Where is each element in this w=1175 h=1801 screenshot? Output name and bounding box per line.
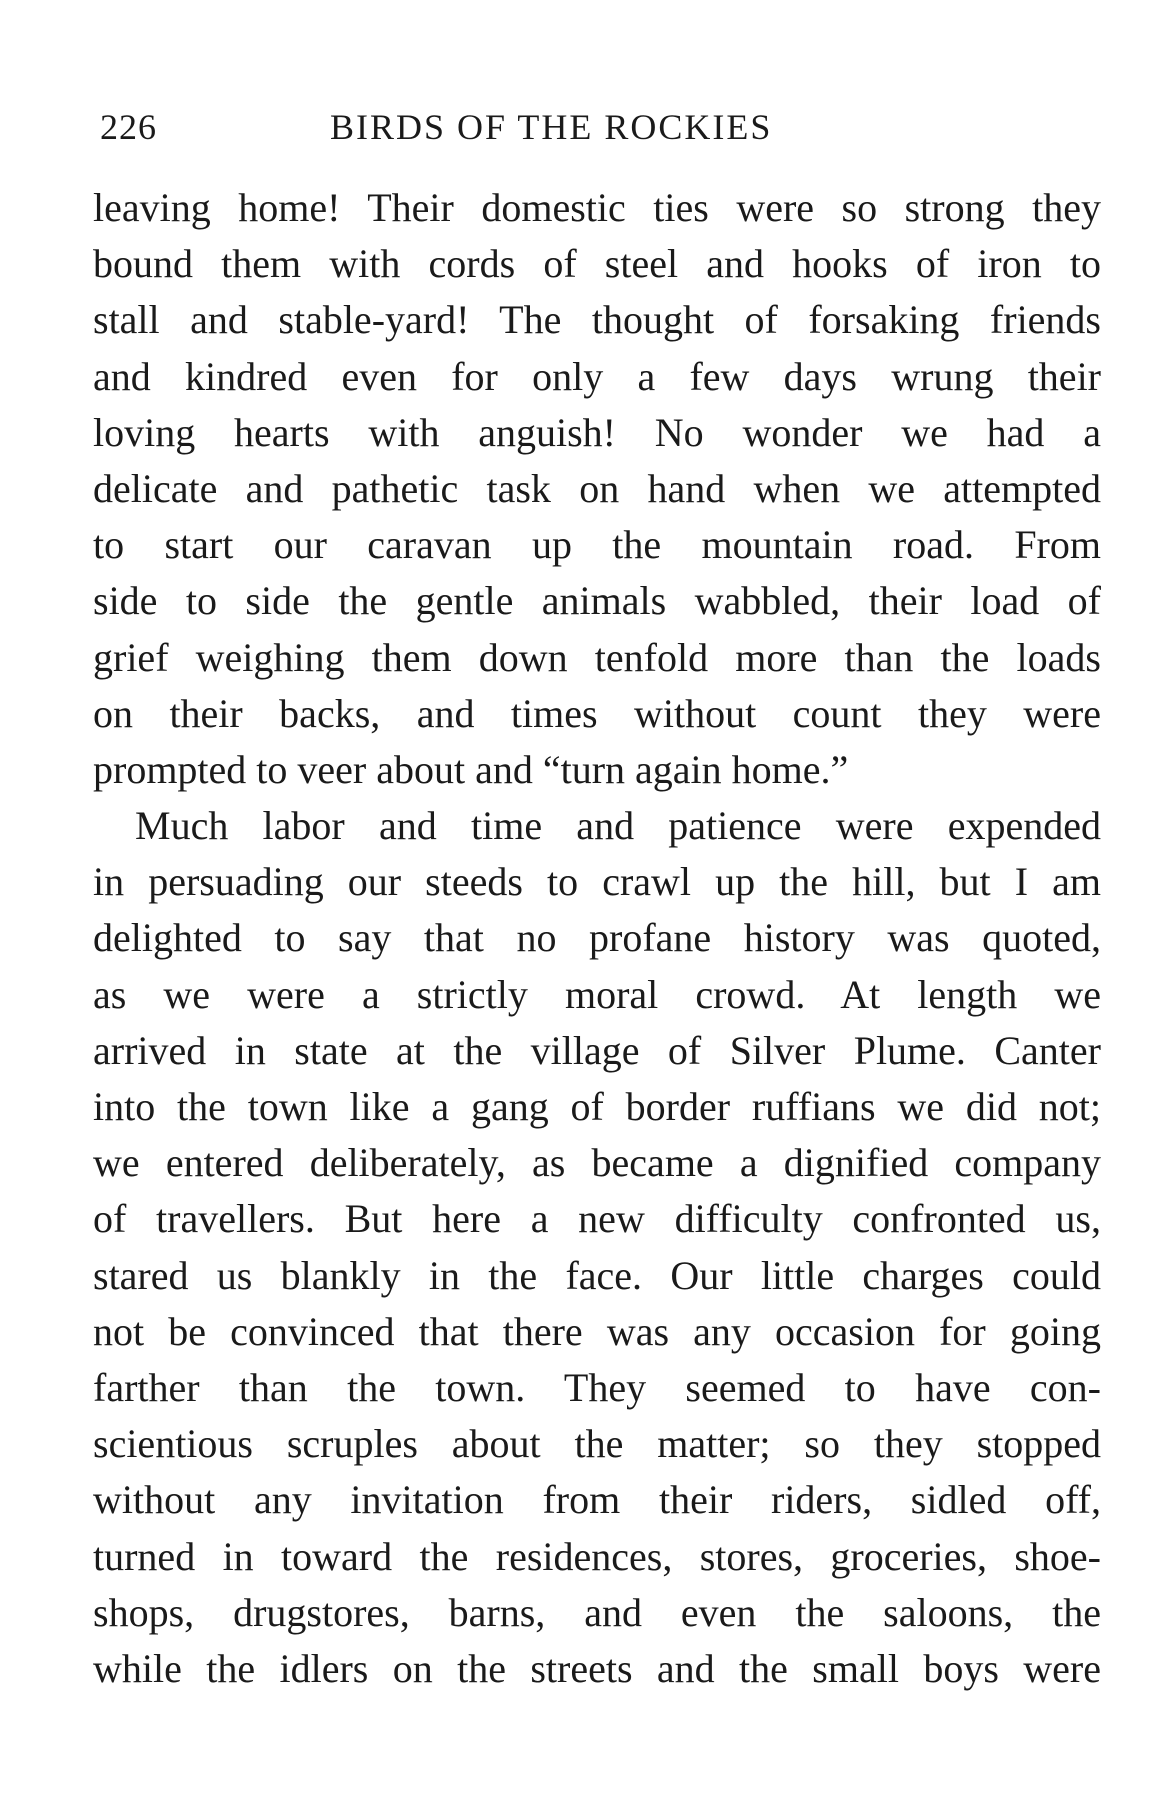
page-number: 226 (100, 107, 157, 147)
paragraph-1 (93, 180, 1101, 798)
text-line: without any invitation from their riders, sidled off, (93, 1477, 1101, 1523)
text-line: turned in toward the residences, stores, groceries, shoe- (93, 1533, 1101, 1579)
text-line: while the idlers on the streets and the small boys were (93, 1645, 1101, 1691)
running-head: BIRDS OF THE ROCKIES (330, 107, 773, 147)
body-text (93, 180, 1101, 1697)
text-line: leaving home! Their domestic ties were so strong they (93, 185, 1101, 230)
text-line: as we were a strictly moral crowd. At length we (93, 971, 1101, 1017)
text-line: not be convinced that there was any occasion for going (93, 1308, 1101, 1354)
text-line: and kindred even for only a few days wrung their (93, 353, 1101, 399)
text-line: into the town like a gang of border ruffians we did not; (93, 1084, 1101, 1129)
text-line: prompted to veer about and “turn again home.” (93, 746, 849, 792)
text-line: side to side the gentle animals wabbled, their load of (93, 578, 1101, 624)
paragraph-2 (93, 798, 1101, 1697)
text-line: grief weighing them down tenfold more than the loads (93, 634, 1101, 680)
page-header (100, 106, 1095, 150)
text-line: bound them with cords of steel and hooks of iron to (93, 241, 1101, 287)
text-line: stall and stable-yard! The thought of forsaking friends (93, 297, 1101, 343)
text-line: stared us blankly in the face. Our little charges could (93, 1252, 1101, 1298)
text-line: we entered deliberately, as became a dignified company (93, 1140, 1101, 1186)
text-line: Much labor and time and patience were expended (135, 803, 1101, 849)
text-line: in persuading our steeds to crawl up the hill, but I am (93, 859, 1101, 905)
text-line: on their backs, and times without count they were (93, 690, 1101, 736)
text-line: delicate and pathetic task on hand when we attempted (93, 465, 1101, 511)
text-line: loving hearts with anguish! No wonder we had a (93, 409, 1101, 455)
text-line: farther than the town. They seemed to have con- (93, 1364, 1101, 1410)
text-line: arrived in state at the village of Silver Plume. Canter (93, 1027, 1101, 1073)
text-line: to start our caravan up the mountain road. From (93, 522, 1101, 568)
text-line: of travellers. But here a new difficulty confronted us, (93, 1196, 1101, 1242)
text-line: delighted to say that no profane history was quoted, (93, 915, 1101, 961)
text-line: shops, drugstores, barns, and even the saloons, the (93, 1589, 1101, 1635)
text-line: scientious scruples about the matter; so they stopped (93, 1421, 1101, 1467)
